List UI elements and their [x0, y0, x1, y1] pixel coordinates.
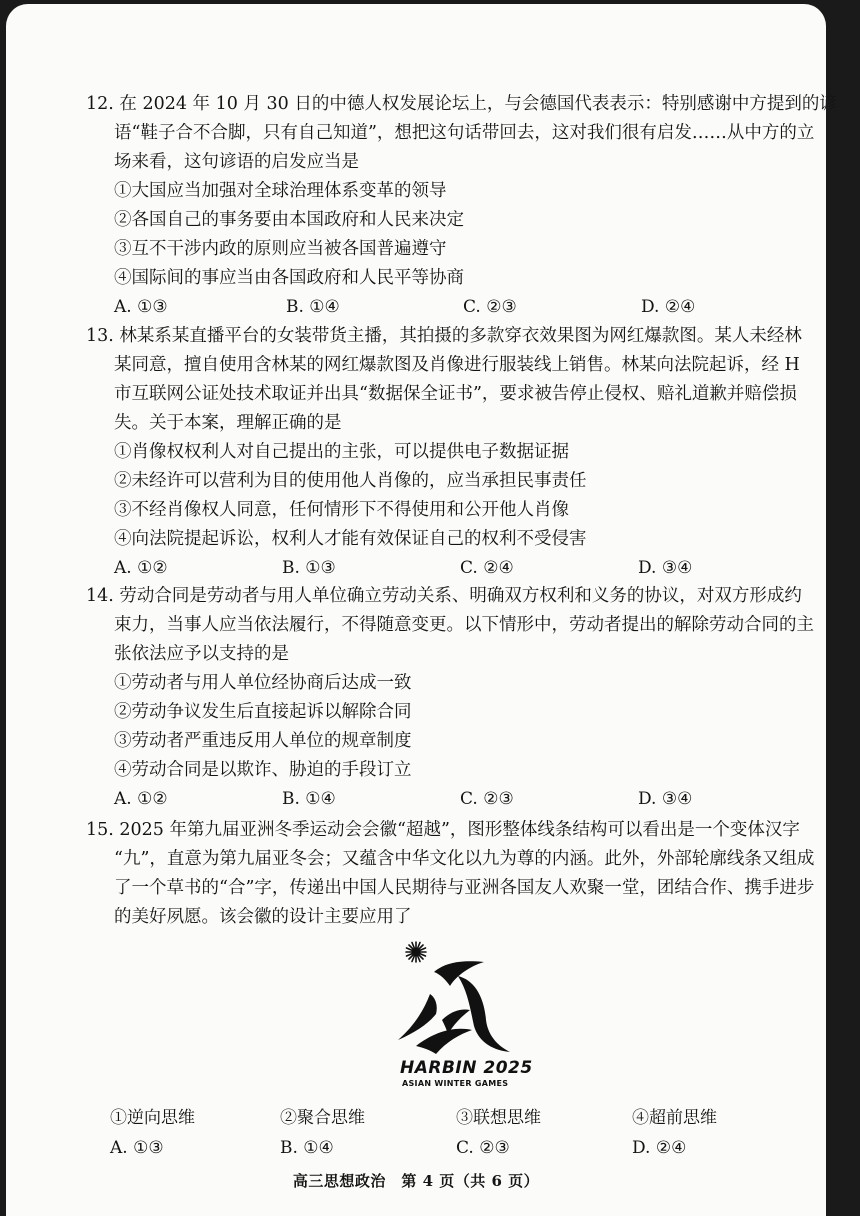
option-b[interactable]: B. ①④: [282, 789, 336, 809]
question-13: [86, 322, 816, 582]
statement-item: ③不经肖像权人同意，任何情形下不得使用和公开他人肖像: [114, 500, 569, 520]
question-stem-line: 的美好夙愿。该会徽的设计主要应用了: [114, 907, 412, 927]
option-d[interactable]: D. ③④: [638, 558, 693, 578]
skater-stroke-left: [398, 994, 437, 1040]
statement-item: ④超前思维: [632, 1108, 717, 1128]
snowflake-sun-icon: [406, 942, 426, 962]
statement-item: ④国际间的事应当由各国政府和人民平等协商: [114, 268, 464, 288]
option-d[interactable]: D. ②④: [641, 297, 696, 317]
question-stem-line: 张依法应予以支持的是: [114, 644, 289, 664]
exam-page: [6, 4, 837, 1216]
option-c[interactable]: C. ②③: [460, 789, 514, 809]
option-b[interactable]: B. ①③: [282, 558, 336, 578]
statement-item: ④劳动合同是以欺诈、胁迫的手段订立: [114, 760, 412, 780]
skater-stroke-body: [458, 976, 510, 1052]
option-b[interactable]: B. ①④: [280, 1138, 334, 1158]
option-a[interactable]: A. ①②: [114, 558, 168, 578]
question-stem-line: 场来看，这句谚语的启发应当是: [114, 152, 359, 172]
skater-stroke-top: [434, 961, 484, 986]
option-b[interactable]: B. ①④: [286, 297, 340, 317]
answer-options: [86, 785, 816, 813]
statement-item: ③互不干涉内政的原则应当被各国普遍遵守: [114, 239, 447, 259]
question-stem-line: 失。关于本案，理解正确的是: [114, 413, 342, 433]
statement-item: ③联想思维: [456, 1108, 541, 1128]
statement-item: ②聚合思维: [280, 1108, 365, 1128]
option-a[interactable]: A. ①③: [114, 297, 168, 317]
page-footer: 高三思想政治 第 4 页（共 6 页）: [292, 1172, 540, 1190]
statement-item: ②劳动争议发生后直接起诉以解除合同: [114, 702, 412, 722]
emblem-subtitle: ASIAN WINTER GAMES: [402, 1079, 509, 1088]
option-d[interactable]: D. ②④: [632, 1138, 687, 1158]
question-12: [86, 90, 837, 321]
statement-item: ①肖像权权利人对自己提出的主张，可以提供电子数据证据: [114, 442, 569, 462]
question-stem-line: 市互联网公证处技术取证并出具“数据保全证书”，要求被告停止侵权、赔礼道歉并赔偿损: [114, 384, 797, 404]
question-stem-line: 某同意，擅自使用含林某的网红爆款图及肖像进行服装线上销售。林某向法院起诉，经 H: [114, 355, 800, 375]
question-stem-line: 束力，当事人应当依法履行，不得随意变更。以下情形中，劳动者提出的解除劳动合同的主: [114, 615, 814, 635]
answer-options: [86, 554, 816, 582]
question-stem-line: 12. 在 2024 年 10 月 30 日的中德人权发展论坛上，与会德国代表表示：特别感谢中方提到的谚: [86, 94, 837, 114]
question-stem-line: 13. 林某系某直播平台的女装带货主播，其拍摄的多款穿衣效果图为网红爆款图。某人未经林: [86, 326, 802, 346]
answer-options: [86, 293, 816, 321]
skater-stroke-bottom: [416, 1029, 472, 1054]
question-stem-line: 了一个草书的“合”字，传递出中国人民期待与亚洲各国友人欢聚一堂，团结合作、携手进步: [114, 878, 815, 898]
emblem-graphic: [386, 936, 526, 1061]
option-d[interactable]: D. ③④: [638, 789, 693, 809]
option-c[interactable]: C. ②③: [456, 1138, 510, 1158]
option-c[interactable]: C. ②③: [463, 297, 517, 317]
question-15: [86, 816, 816, 932]
question-14: [86, 582, 816, 813]
statement-item: ①大国应当加强对全球治理体系变革的领导: [114, 181, 447, 201]
question-15-choices: [110, 1104, 750, 1164]
question-stem-line: 14. 劳动合同是劳动者与用人单位确立劳动关系、明确双方权利和义务的协议，对双方形成约: [86, 586, 802, 606]
statement-item: ②未经许可以营利为目的使用他人肖像的，应当承担民事责任: [114, 471, 587, 491]
emblem-title: HARBIN 2025: [400, 1058, 533, 1078]
statement-item: ④向法院提起诉讼，权利人才能有效保证自己的权利不受侵害: [114, 529, 587, 549]
statement-item: ①劳动者与用人单位经协商后达成一致: [114, 673, 412, 693]
statement-item: ③劳动者严重违反用人单位的规章制度: [114, 731, 412, 751]
option-a[interactable]: A. ①③: [110, 1138, 164, 1158]
question-stem-line: 15. 2025 年第九届亚洲冬季运动会会徽“超越”，图形整体线条结构可以看出是一个变体汉字: [86, 820, 800, 840]
statement-item: ②各国自己的事务要由本国政府和人民来决定: [114, 210, 464, 230]
option-a[interactable]: A. ①②: [114, 789, 168, 809]
question-stem-line: 语“鞋子合不合脚，只有自己知道”，想把这句话带回去，这对我们很有启发……从中方的立: [114, 123, 815, 143]
statement-item: ①逆向思维: [110, 1108, 195, 1128]
question-stem-line: “九”，直意为第九届亚冬会；又蕴含中华文化以九为尊的内涵。此外，外部轮廓线条又组成: [114, 849, 815, 869]
option-c[interactable]: C. ②④: [460, 558, 514, 578]
